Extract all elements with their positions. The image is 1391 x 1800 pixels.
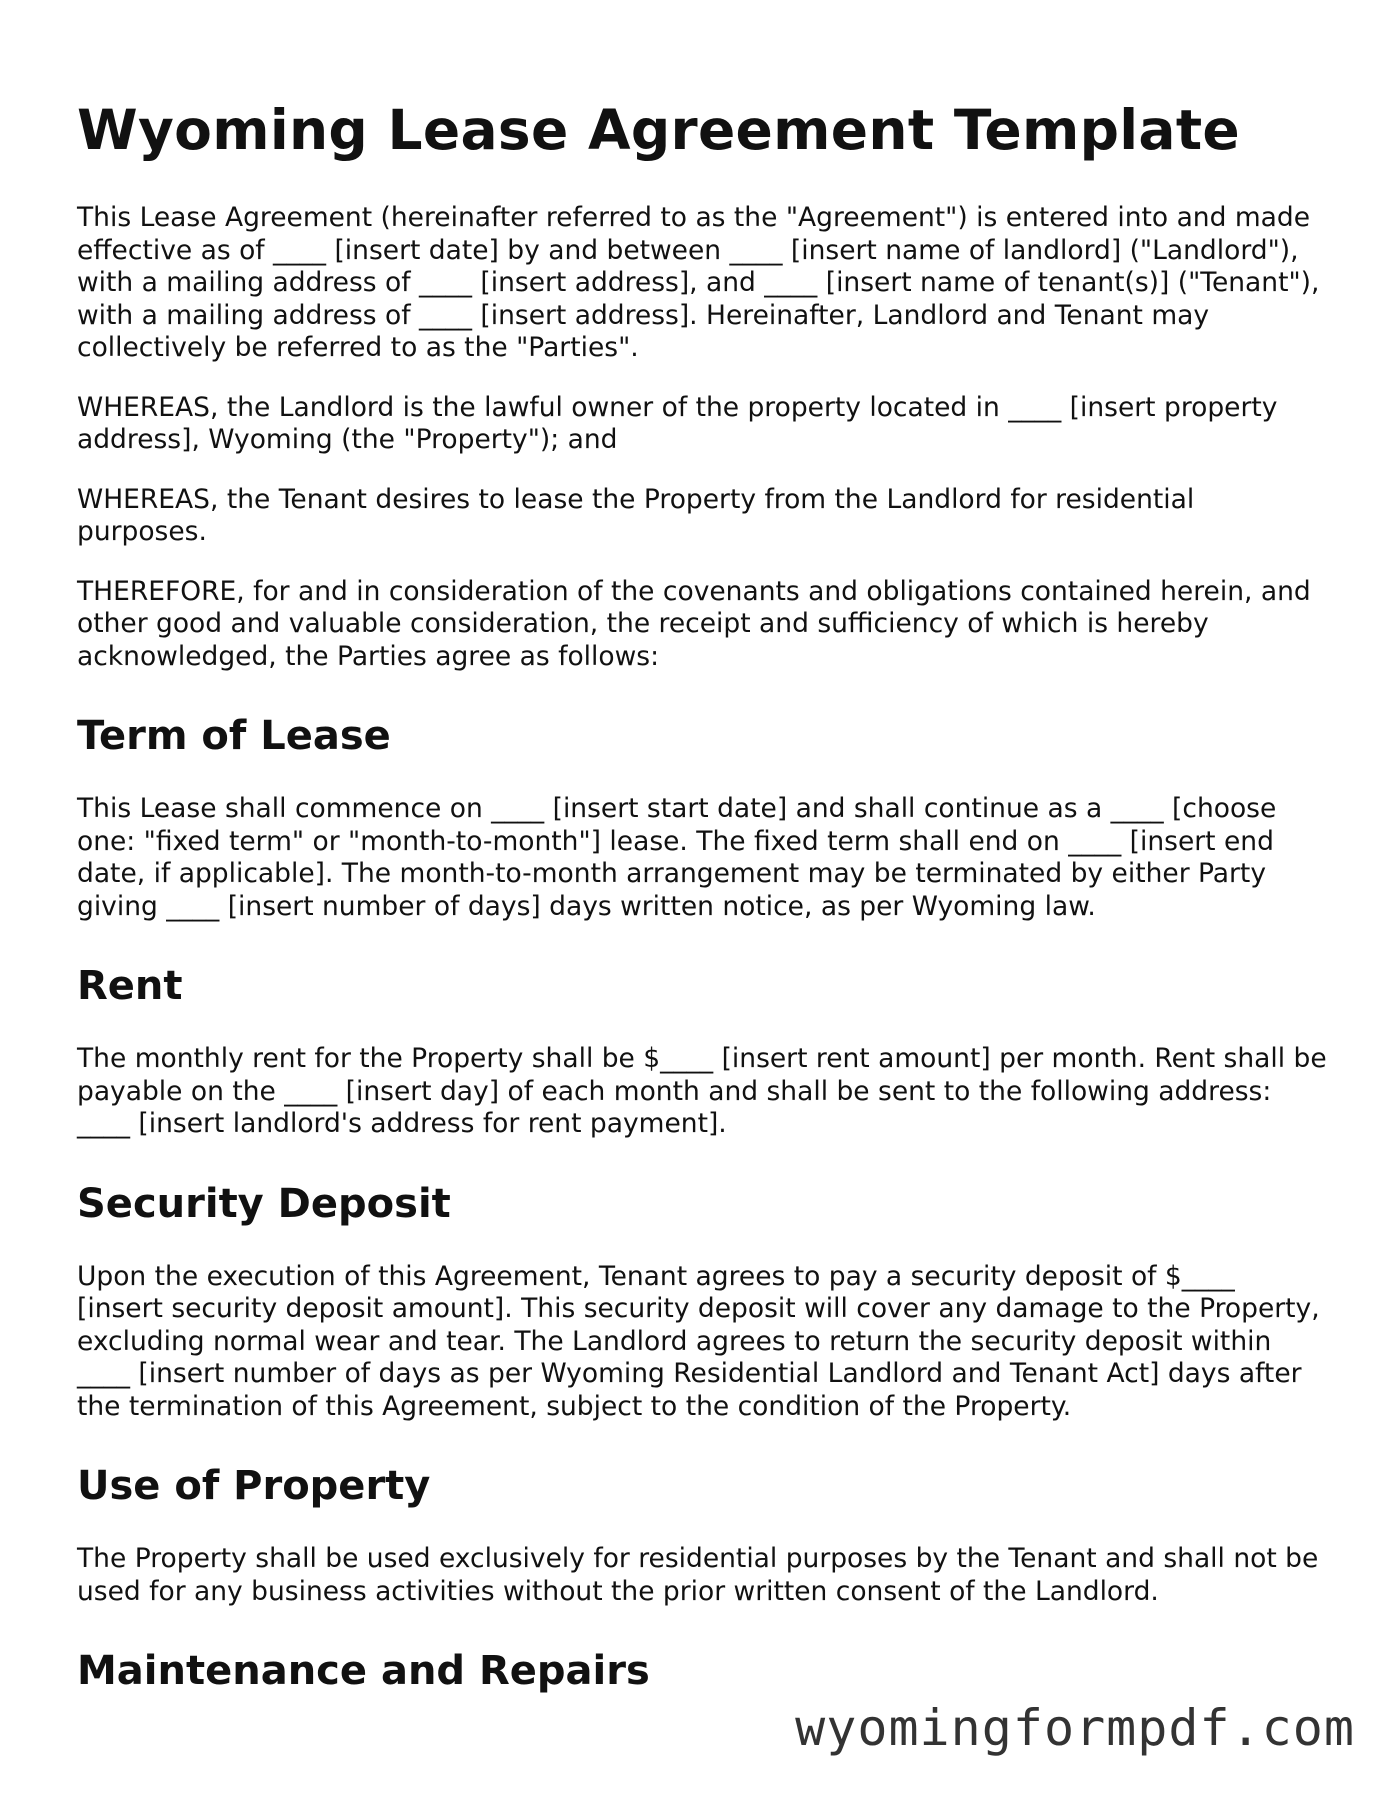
section-heading-use-of-property: Use of Property (77, 1463, 431, 1509)
section-heading-term-of-lease: Term of Lease (77, 713, 391, 759)
section-body-rent: The monthly rent for the Property shall be $____ [insert rent amount] per month. Rent shall be payable on the ____ [insert day] of each month and shall be sent to the following address: ____ [insert landlord's address for rent payment]. (77, 1043, 1327, 1139)
section-body-term-of-lease: This Lease shall commence on ____ [insert start date] and shall continue as a ____ [choose one: "fixed term" or "month-to-month"] lease. The fixed term shall end on ____ [insert end date, if applicable]. The month-to-month arrangement may be terminated by either Party giving ____ [insert number of days] days written notice, as per Wyoming law. (77, 793, 1277, 922)
section-body-use-of-property: The Property shall be used exclusively for residential purposes by the Tenant and shall not be used for any business activities without the prior written consent of the Landlord. (77, 1543, 1319, 1607)
document-title: Wyoming Lease Agreement Template (77, 98, 1241, 162)
intro-paragraph: This Lease Agreement (hereinafter referred to as the "Agreement") is entered into and made effective as of ____ [insert date] by and between ____ [insert name of landlord] ("Landlord"), with a mailing address of ____ [insert address], and ____ [insert name of tenant(s)] ("Tenant"), with a mailing address of ____ [insert address]. Hereinafter, Landlord and Tenant may collectively be referred to as the "Parties". (77, 202, 1320, 363)
whereas-tenant-paragraph: WHEREAS, the Tenant desires to lease the Property from the Landlord for residential purposes. (77, 483, 1195, 547)
watermark: wyomingformpdf.com (795, 1699, 1355, 1757)
section-heading-rent: Rent (77, 963, 183, 1009)
therefore-paragraph: THEREFORE, for and in consideration of the covenants and obligations contained herein, and other good and valuable consideration, the receipt and sufficiency of which is hereby acknowledged, the Parties agree as follows: (77, 575, 1311, 672)
section-heading-security-deposit: Security Deposit (77, 1180, 451, 1227)
whereas-owner-paragraph: WHEREAS, the Landlord is the lawful owner of the property located in ____ [insert property address], Wyoming (the "Property"); and (77, 391, 1278, 455)
document-page (77, 96, 1327, 1728)
section-body-security-deposit: Upon the execution of this Agreement, Tenant agrees to pay a security deposit of $____ [insert security deposit amount]. This security deposit will cover any damage to the Property, excluding normal wear and tear. The Landlord agrees to return the security deposit within ____ [insert number of days as per Wyoming Residential Landlord and Tenant Act] days after the termination of this Agreement, subject to the condition of the Property. (77, 1260, 1320, 1422)
section-heading-maintenance-and-repairs: Maintenance and Repairs (77, 1648, 650, 1694)
